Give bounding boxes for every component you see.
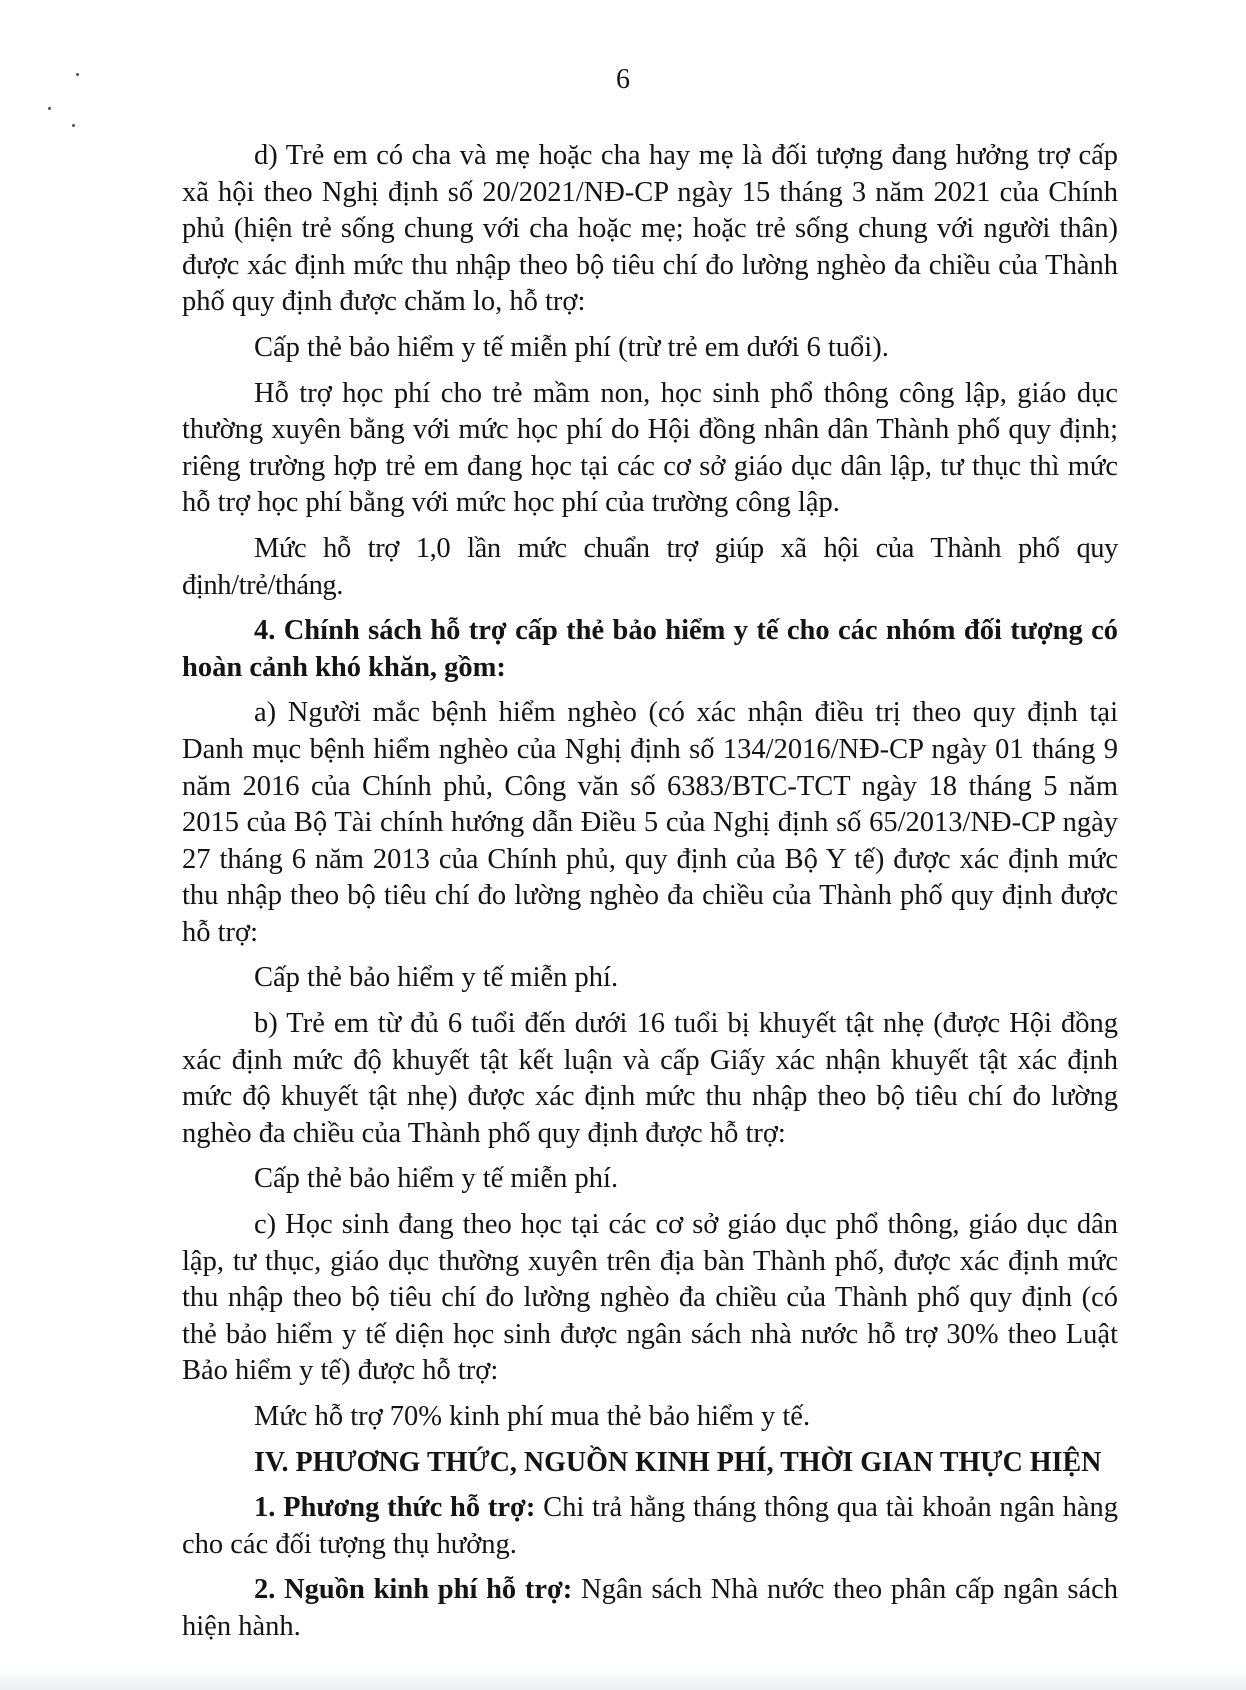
paragraph-b-insurance: Cấp thẻ bảo hiểm y tế miễn phí. (254, 1163, 619, 1195)
document-body (182, 138, 1118, 1646)
scan-speck (48, 107, 51, 110)
funding-label: 2. Nguồn kinh phí hỗ trợ: (254, 1574, 573, 1606)
method-text: Chi trả hằng tháng thông qua tài khoản ngân hàng cho các đối tượng thụ hưởng. (182, 1492, 1118, 1560)
method-label: 1. Phương thức hỗ trợ: (254, 1492, 536, 1524)
page-number: 6 (616, 64, 630, 95)
paragraph-method (182, 1490, 1118, 1563)
funding-text: Ngân sách Nhà nước theo phân cấp ngân sách hiện hành. (182, 1574, 1118, 1642)
paragraph-d-level: Mức hỗ trợ 1,0 lần mức chuẩn trợ giúp xã hội của Thành phố quy định/trẻ/tháng. (182, 532, 1118, 601)
paragraph-a-insurance: Cấp thẻ bảo hiểm y tế miễn phí. (254, 962, 619, 994)
section-iv-title: IV. PHƯƠNG THỨC, NGUỒN KINH PHÍ, THỜI GIAN THỰC HIỆN (254, 1446, 1102, 1478)
section-4-heading: 4. Chính sách hỗ trợ cấp thẻ bảo hiểm y tế cho các nhóm đối tượng có hoàn cảnh khó khăn, gồm: (182, 615, 1118, 683)
scan-speck (72, 124, 75, 127)
paragraph-d-insurance: Cấp thẻ bảo hiểm y tế miễn phí (trừ trẻ em dưới 6 tuổi). (254, 331, 889, 363)
paragraph-d-item: d) Trẻ em có cha và mẹ hoặc cha hay mẹ là đối tượng đang hưởng trợ cấp xã hội theo Nghị định số 20/2021/NĐ-CP ngày 15 tháng 3 năm 2021 của Chính phủ (hiện trẻ sống chung với cha hoặc mẹ; hoặc trẻ sống chung với người thân) được xác định mức thu nhập theo bộ tiêu chí đo lường nghèo đa chiều của Thành phố quy định được chăm lo, hỗ trợ: (182, 140, 1118, 318)
paragraph-c-item: c) Học sinh đang theo học tại các cơ sở giáo dục phổ thông, giáo dục dân lập, tư thục, giáo dục thường xuyên trên địa bàn Thành phố, được xác định mức thu nhập theo bộ tiêu chí đo lường nghèo đa chiều của Thành phố quy định (có thẻ bảo hiểm y tế diện học sinh được ngân sách nhà nước hỗ trợ 30% theo Luật Bảo hiểm y tế) được hỗ trợ: (182, 1209, 1118, 1387)
paragraph-c-level: Mức hỗ trợ 70% kinh phí mua thẻ bảo hiểm y tế. (254, 1401, 811, 1432)
paragraph-b-item: b) Trẻ em từ đủ 6 tuổi đến dưới 16 tuổi bị khuyết tật nhẹ (được Hội đồng xác định mức độ khuyết tật kết luận và cấp Giấy xác nhận khuyết tật xác định mức độ khuyết tật nhẹ) được xác định mức thu nhập theo bộ tiêu chí đo lường nghèo đa chiều của Thành phố quy định được hỗ trợ: (182, 1008, 1118, 1149)
paragraph-d-tuition: Hỗ trợ học phí cho trẻ mầm non, học sinh phổ thông công lập, giáo dục thường xuyên bằng với mức học phí do Hội đồng nhân dân Thành phố quy định; riêng trường hợp trẻ em đang học tại các cơ sở giáo dục dân lập, tư thục thì mức hỗ trợ học phí bằng với mức học phí của trường công lập. (182, 377, 1118, 519)
scan-bottom-edge (0, 1668, 1246, 1690)
paragraph-funding (182, 1572, 1118, 1645)
paragraph-a-item: a) Người mắc bệnh hiểm nghèo (có xác nhận điều trị theo quy định tại Danh mục bệnh hiểm nghèo của Nghị định số 134/2016/NĐ-CP ngày 01 tháng 9 năm 2016 của Chính phủ, Công văn số 6383/BTC-TCT ngày 18 tháng 5 năm 2015 của Bộ Tài chính hướng dẫn Điều 5 của Nghị định số 65/2013/NĐ-CP ngày 27 tháng 6 năm 2013 của Chính phủ, quy định của Bộ Y tế) được xác định mức thu nhập theo bộ tiêu chí đo lường nghèo đa chiều của Thành phố quy định được hỗ trợ: (182, 697, 1118, 948)
